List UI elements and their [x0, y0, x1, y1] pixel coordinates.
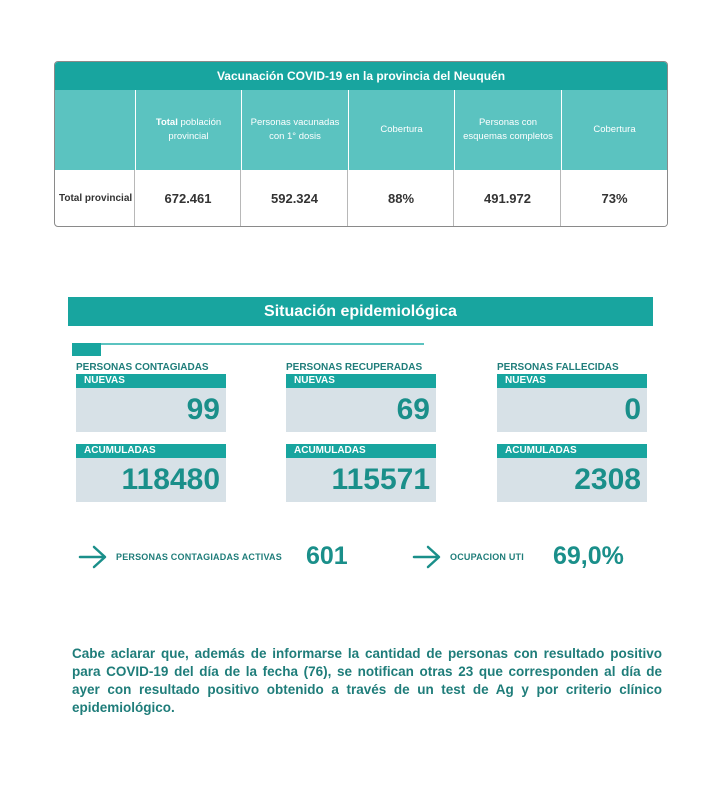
header-total-bold: Total [155, 117, 178, 128]
header-cobertura-2: Cobertura [562, 90, 667, 170]
vaccination-table [54, 61, 668, 227]
column-esquemas [455, 90, 562, 226]
value-cobertura-2: 73% [562, 170, 667, 226]
group-title: PERSONAS RECUPERADAS [286, 362, 423, 373]
value-cobertura-1: 88% [349, 170, 454, 226]
header-total-rest: población provincial [168, 117, 222, 142]
new-value: 99 [76, 388, 226, 432]
divider-block [72, 343, 101, 356]
row-label-column [55, 90, 136, 226]
acc-label: ACUMULADAS [286, 444, 436, 458]
arrow-right-icon [78, 543, 108, 571]
group-title: PERSONAS CONTAGIADAS [76, 362, 209, 373]
acc-value: 118480 [76, 458, 226, 502]
kpi-value-activas: 601 [306, 542, 348, 570]
kpi-label-activas: PERSONAS CONTAGIADAS ACTIVAS [116, 552, 282, 562]
header-vacunadas-1: Personas vacunadas con 1° dosis [242, 90, 348, 170]
column-total-poblacion [136, 90, 242, 226]
arrow-right-icon [412, 543, 442, 571]
empty-header [55, 90, 135, 170]
acc-label: ACUMULADAS [76, 444, 226, 458]
divider-line [72, 343, 424, 345]
new-label: NUEVAS [76, 374, 226, 388]
group-fallecidas [497, 362, 647, 502]
epi-title: Situación epidemiológica [68, 297, 653, 326]
new-label: NUEVAS [286, 374, 436, 388]
new-value: 69 [286, 388, 436, 432]
header-cobertura-1: Cobertura [349, 90, 454, 170]
header-esquemas: Personas con esquemas completos [455, 90, 561, 170]
value-vacunadas-1: 592.324 [242, 170, 348, 226]
acc-value: 2308 [497, 458, 647, 502]
group-recuperadas [286, 362, 436, 502]
acc-label: ACUMULADAS [497, 444, 647, 458]
value-esquemas: 491.972 [455, 170, 561, 226]
row-label-total-provincial: Total provincial [55, 170, 135, 226]
group-contagiadas [76, 362, 226, 502]
value-total-poblacion: 672.461 [136, 170, 241, 226]
kpi-value-uti: 69,0% [553, 542, 624, 570]
note-paragraph: Cabe aclarar que, además de informarse la cantidad de personas con resultado positivo para COVID-19 del día de la fecha (76), se notifican otras 23 que corresponden al día de ayer con resultado positivo obtenido a través de un test de Ag y por criterio clínico epidemiológico. [72, 646, 662, 715]
kpi-label-uti: OCUPACION UTI [450, 552, 524, 562]
acc-value: 115571 [286, 458, 436, 502]
group-title: PERSONAS FALLECIDAS [497, 362, 619, 373]
new-label: NUEVAS [497, 374, 647, 388]
column-cobertura-2 [562, 90, 667, 226]
column-vacunadas-1 [242, 90, 349, 226]
header-total-poblacion [136, 90, 241, 170]
column-cobertura-1 [349, 90, 455, 226]
new-value: 0 [497, 388, 647, 432]
vaccination-title: Vacunación COVID-19 en la provincia del Neuquén [55, 62, 667, 90]
